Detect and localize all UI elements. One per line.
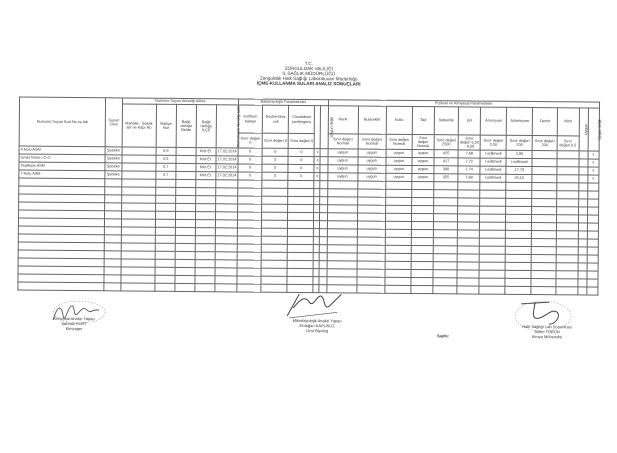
limit-clostridium: Sınır değeri 0 (288, 133, 314, 148)
limit-taste: Sınır değeri Normal (412, 134, 434, 149)
cell-odor: uygun (386, 157, 412, 165)
signature-left-name: Şahnaz KURT (61, 320, 87, 327)
cell-turbidity: uygun (357, 173, 385, 181)
cell-conductivity: 425 (434, 150, 458, 158)
col-clostridium: Clostridium perfringens (289, 105, 315, 133)
signature-center-title: Mikrobiyolojik Analizi Yapan (292, 317, 342, 324)
cell-chlorine: 0,9 (156, 147, 176, 155)
cell-iron (532, 159, 556, 167)
cell-date: 17.02.2014 (216, 156, 238, 164)
cell-ecoli: 0 (262, 148, 288, 156)
cell-ph: 7,68 (458, 174, 480, 182)
limit-coliform: Sınır değeri 0 (238, 133, 262, 148)
cell-conductivity: 417 (434, 158, 458, 166)
cell-uygun (579, 151, 588, 159)
cell-ammonium: t.edilmedi (480, 158, 506, 166)
signature-right-title: Halk Sağlığı Lab.Sorumlusu (522, 323, 572, 330)
cell-source: Şebeke (105, 163, 121, 171)
cell-bact-mark: x (314, 173, 320, 181)
cell-province: Kdz.Er. (196, 172, 216, 180)
col-bact-result: Uygun değil (321, 106, 328, 149)
col-chlorine: Bakiye klor (156, 104, 176, 147)
cell-ammonium: t.edilmedi (480, 166, 506, 174)
group-bacteriology: Bakteriyolojik Parametreler (239, 99, 328, 106)
cell-ammonium: t.edilmedi (480, 174, 506, 182)
col-district: Bağlı olduğu Belde (176, 104, 196, 147)
group-physicochem: Fiziksel ve Kimyasal Parametreler (328, 100, 600, 108)
cell-aluminium: 17,70 (506, 166, 532, 174)
cell-ecoli: 0 (262, 164, 288, 172)
cell-turbidity: uygun (358, 149, 386, 157)
cell-color: uygun (327, 173, 357, 181)
cell-chlorine: 0,5 (156, 155, 176, 163)
signature-center-role: Uzm.Biyolog (305, 328, 329, 334)
cell-province: Kdz.Er. (196, 148, 216, 156)
cell-bact-result (320, 165, 327, 173)
limit-turbidity: Sınır değeri Normal (358, 134, 386, 149)
cell-bact-mark: x (314, 149, 320, 157)
limit-aluminium: Sınır değeri 200 (506, 135, 532, 150)
cell-chlorine: 0,7 (156, 163, 176, 171)
analysis-table (17, 97, 600, 296)
cell-uygun (579, 159, 588, 167)
cell-ammonium: t.edilmedi (480, 150, 506, 158)
cell-clostridium: 0 (288, 148, 314, 156)
cell-turbidity: uygun (358, 157, 386, 165)
col-nitrite: Nitrit (557, 108, 579, 136)
cell-source: Şebeke (105, 171, 121, 179)
cell-province: Kdz.Er. (196, 156, 216, 164)
cell-source: Şebeke (105, 155, 121, 163)
cell-taste: uygun (412, 157, 434, 165)
cell-result: x (588, 151, 599, 159)
cell-uygun (579, 167, 588, 175)
col-taste: Tad (412, 106, 434, 134)
header-line-4: Zonguldak Halk Sağlığı Laboratuvarı Müdürlüğü (259, 75, 358, 82)
col-color: Renk (328, 106, 358, 134)
cell-taste: uygun (412, 149, 434, 157)
cell-nitrite (557, 151, 579, 159)
cell-iron (532, 167, 556, 175)
cell-uygun (579, 175, 588, 183)
cell-odor: uygun (386, 173, 412, 181)
cell-iron (532, 175, 556, 183)
cell-color: uygun (328, 149, 358, 157)
limit-ph: Sınır değeri 6,50 - 9,50 (459, 136, 479, 149)
cell-conductivity: 390 (434, 166, 458, 174)
col-coliform: Koliform bakteri (238, 105, 262, 133)
cell-clostridium: 0 (288, 172, 314, 180)
cell-district (176, 163, 196, 171)
col-ammonium: Amonyum (480, 107, 506, 135)
cell-ecoli: 0 (262, 156, 288, 164)
col-conductivity: İletkenlik (434, 107, 458, 135)
cell-chlorine: 0,7 (156, 171, 176, 179)
cell-nitrite (556, 167, 578, 175)
cell-bact-mark: x (314, 157, 320, 165)
cell-bact-result (320, 157, 327, 165)
cell-ecoli: 0 (262, 172, 288, 180)
col-name: Numune Suyun Kod No ve Adı (19, 97, 106, 147)
document-header (2, 0, 617, 87)
cell-address (122, 155, 156, 163)
col-uygun: Uygun (579, 108, 588, 151)
cell-coliform: 0 (238, 172, 262, 180)
cell-aluminium: 20,10 (506, 174, 532, 182)
signature-right-name: Selim TORUN (534, 329, 560, 335)
cell-district (176, 147, 196, 155)
cell-address (121, 171, 155, 179)
cell-conductivity: 355 (434, 174, 458, 182)
cell-result: x (588, 159, 599, 167)
col-iron: Demir (533, 108, 557, 136)
header-line-5: İÇME-KULLANMA SULARI ANALİZ SONUÇLARI (256, 80, 361, 87)
cell-odor: uygun (386, 149, 412, 157)
cell-aluminium: 2,80 (506, 150, 532, 158)
cell-turbidity: uygun (358, 165, 386, 173)
header-line-1: T.C. (304, 61, 313, 67)
col-uygun-degil: Uygun değil (588, 108, 600, 151)
cell-nitrite (557, 159, 579, 167)
col-source: Suyun Cinsi (106, 98, 123, 147)
cell-aluminium: t.edilmedi (506, 158, 532, 166)
cell-taste: uygun (412, 173, 434, 181)
cell-name: 4 Nolu ASM (19, 146, 106, 155)
col-ecoli: Escherichia coli (262, 105, 288, 133)
limit-nitrite: Sınır değeri 0,5 (557, 136, 579, 151)
cell-result: x (588, 175, 599, 183)
cell-date: 17.02.2014 (216, 148, 238, 156)
cell-taste: uygun (412, 165, 434, 173)
cell-district (176, 171, 196, 179)
col-date: Numunenin Alındığı tarih (216, 105, 238, 148)
cell-ph: 7,74 (458, 166, 480, 174)
cell-ph: 7,72 (458, 158, 480, 166)
signature-center (267, 318, 367, 334)
signature-right-role: Kimya Mühendisi (531, 334, 563, 340)
cell-odor: uygun (386, 165, 412, 173)
cell-ph: 7,68 (458, 150, 480, 158)
cell-coliform: 0 (238, 164, 262, 172)
col-turbidity: Bulanıklık (358, 106, 386, 134)
cell-coliform: 0 (238, 156, 262, 164)
col-ph: pH (458, 107, 480, 135)
signature-left-role: Kimyager (65, 325, 83, 332)
cell-bact-result (320, 173, 327, 181)
cell-clostridium: 0 (288, 164, 314, 172)
cell-province: Kdz.Er. (196, 164, 216, 172)
limit-odor: Sınır değeri Normal (386, 134, 412, 149)
cell-name: İsmet İnönü İ.Ö.O (19, 154, 106, 163)
col-address: Mahalle - Sokak adı ve Kapı No (122, 104, 157, 147)
limit-conductivity: Sınır değeri 2500 (434, 135, 458, 150)
limit-ecoli: Sınır değeri 0 (262, 133, 288, 148)
col-odor: Koku (386, 106, 412, 134)
header-line-2: ZONGULDAK VALİLİĞİ (284, 65, 333, 72)
cell-color: uygun (327, 165, 357, 173)
col-aluminium: Alüminyum (507, 107, 533, 135)
cell-clostridium: 0 (288, 156, 314, 164)
cell-name: 7 Nolu ASM (19, 170, 106, 179)
cell-bact-result (321, 149, 328, 157)
cell-source: Şebeke (105, 147, 121, 155)
signature-left (29, 316, 119, 332)
cell-nitrite (556, 175, 578, 183)
limit-ammonium: Sınır değeri 0,50 (480, 135, 506, 150)
signature-center-name: Erdoğan KAPUSUZ (299, 322, 335, 329)
cell-bact-mark: x (314, 165, 320, 173)
limit-iron: Sınır değeri 200 (533, 136, 557, 151)
page-label: Sayfa: (436, 333, 450, 339)
cell-date: 17.02.2014 (216, 172, 238, 180)
cell-address (122, 147, 156, 155)
cell-color: uygun (327, 157, 357, 165)
cell-date: 17.02.2014 (216, 164, 238, 172)
cell-district (176, 155, 196, 163)
cell-name: Yeşiltepe ASM (19, 162, 106, 171)
cell-coliform: 0 (238, 148, 262, 156)
signature-right (497, 324, 597, 340)
header-line-3: İL SAĞLIK MÜDÜRLÜĞÜ (282, 70, 336, 77)
cell-result: x (588, 167, 599, 175)
signature-left-title: Kimyasal Analizi Yapan (53, 315, 95, 322)
cell-iron (533, 151, 557, 159)
group-sample-place: Numune Suyun Alındığı Adres (122, 98, 239, 105)
col-province: Bağlı olduğu İLÇE (196, 105, 216, 148)
cell-address (121, 163, 155, 171)
limit-color: Sınır değeri Normal (328, 134, 358, 149)
